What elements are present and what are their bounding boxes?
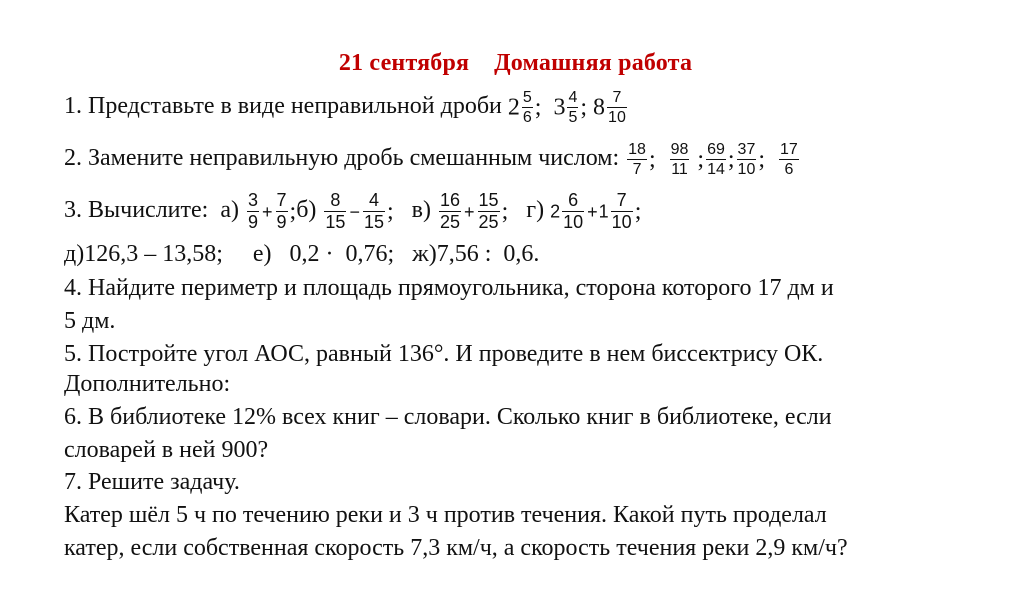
task-2: 2. Замените неправильную дробь смешанным числом: $\frac{18}{7}$ ; $\frac{98}{11}$ ; $\frac{69}{14}$ ; $\frac{37}{10}$ ; $\frac{17}{6}$	[64, 141, 798, 178]
fraction-1: $\frac{18}{7}$	[628, 141, 646, 178]
task-4-line-2: 5 дм.	[64, 308, 116, 334]
task-3a: а) $\frac{3}{9}$ + $\frac{7}{9}$ ;	[220, 190, 297, 232]
task-6-line-2: словарей в ней 900?	[64, 437, 269, 463]
fraction-3: $\frac{69}{14}$	[707, 141, 725, 178]
fraction-4: $\frac{37}{10}$	[737, 141, 756, 178]
task-1-text: 1. Представьте в виде неправильной дроби	[64, 93, 502, 120]
task-3c: в) $\frac{16}{25}$ + $\frac{15}{25}$ ;	[411, 190, 509, 232]
task-2-text: 2. Замените неправильную дробь смешанным числом:	[64, 145, 620, 172]
task-1	[64, 88, 629, 127]
task-5: 5. Постройте угол АОС, равный 136°. И проведите в нем биссектрису ОК.	[64, 341, 824, 367]
task-4-line-1: 4. Найдите периметр и площадь прямоугольника, сторона которого 17 дм и	[64, 275, 834, 301]
title-date: 21 сентября	[338, 50, 470, 76]
task-7-line-1: Катер шёл 5 ч по течению реки и 3 ч против течения. Какой путь проделал	[64, 502, 827, 528]
task-3	[64, 190, 641, 233]
fraction-5: $\frac{17}{6}$	[780, 141, 798, 178]
extra-heading: Дополнительно:	[64, 371, 231, 397]
mixed-number-3: 8 $\frac{7}{10}$	[593, 89, 626, 126]
task-3d: г) 2 $\frac{6}{10}$ +1 $\frac{7}{10}$ ;	[526, 190, 642, 232]
task-3-text: 3. Вычислите:	[64, 197, 209, 224]
mixed-number-1: 2 $\frac{5}{6}$ ;	[507, 89, 542, 126]
task-3-decimals: д)126,3 – 13,58; е) 0,2 · 0,76; ж)7,56 : 0,6.	[64, 241, 540, 267]
task-3b: б) $\frac{8}{15}$ − $\frac{4}{15}$ ;	[296, 190, 394, 232]
title-text: Домашняя работа	[494, 50, 693, 76]
task-6-line-1: 6. В библиотеке 12% всех книг – словари. Сколько книг в библиотеке, если	[64, 404, 832, 430]
task-7-line-2: катер, если собственная скорость 7,3 км/ч, а скорость течения реки 2,9 км/ч?	[64, 535, 848, 561]
mixed-number-2: 3 $\frac{4}{5}$ ;	[553, 89, 588, 126]
fraction-2: $\frac{98}{11}$	[670, 141, 689, 178]
page-title	[0, 50, 1031, 77]
task-7-heading: 7. Решите задачу.	[64, 469, 240, 495]
